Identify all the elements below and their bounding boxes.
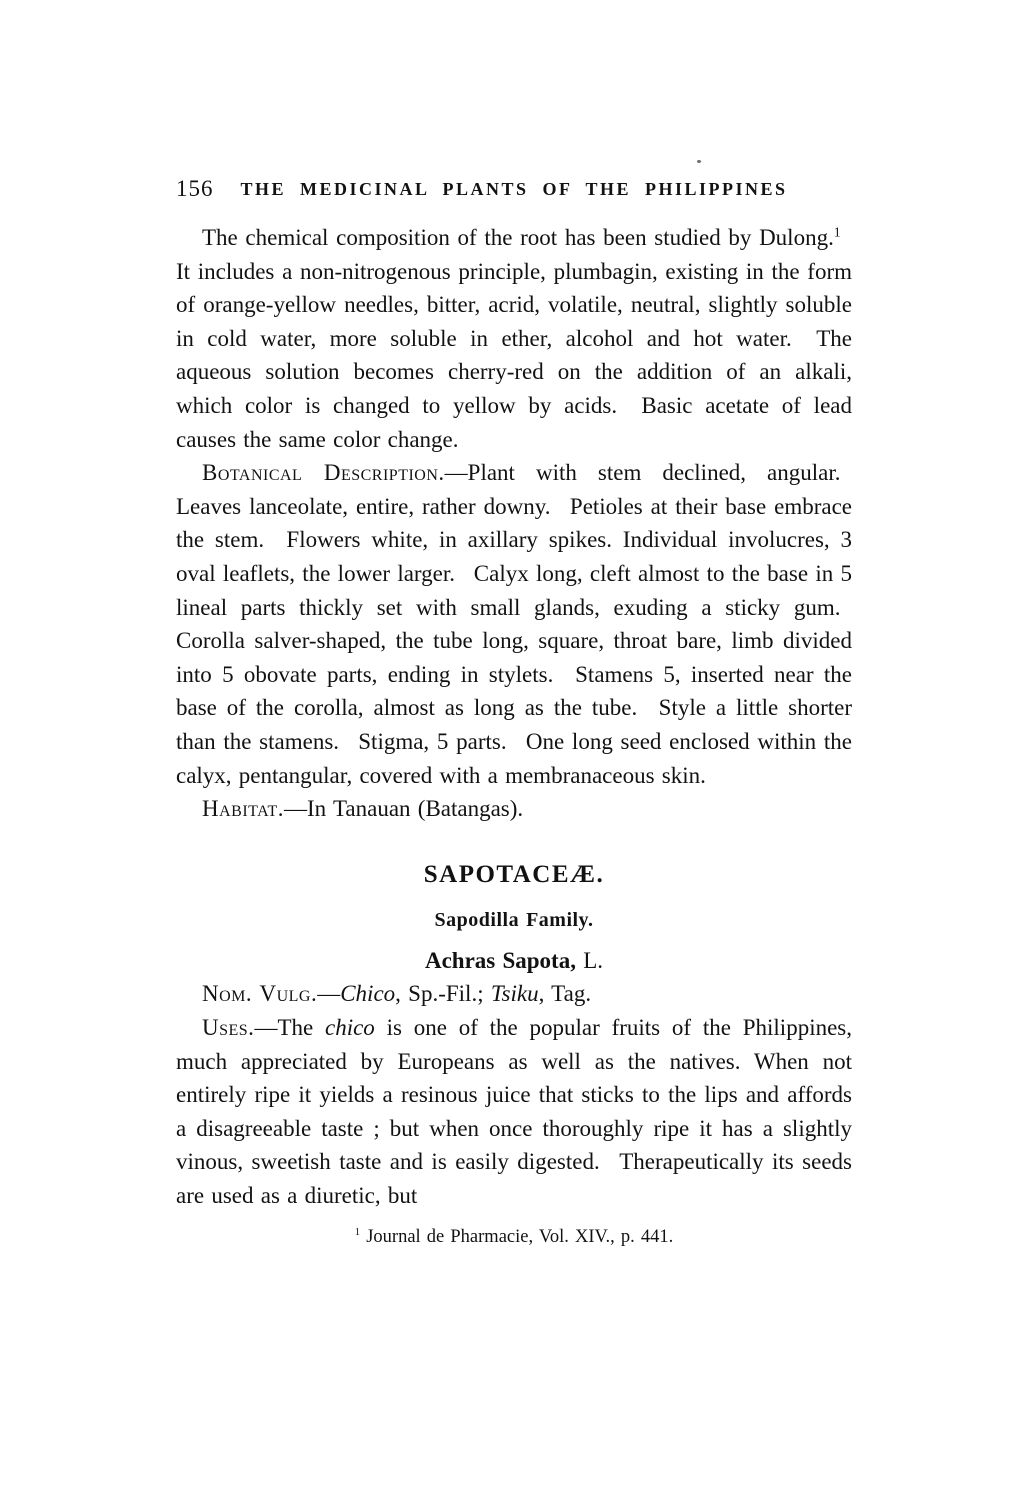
- paragraph-uses: [176, 1011, 852, 1213]
- text-run: Chico: [340, 981, 396, 1007]
- text-run: 1: [354, 1225, 361, 1238]
- paragraph-nom-vulg: [176, 977, 852, 1011]
- text-run: —: [317, 981, 341, 1007]
- species-heading: [176, 944, 852, 978]
- text-run: , Tag.: [538, 981, 592, 1007]
- footnote-journal-reference: [176, 1225, 852, 1249]
- page-content: [176, 221, 852, 1249]
- text-run: Botanical Description.: [202, 460, 445, 486]
- text-run: —In Tanauan (Batangas).: [283, 796, 524, 822]
- text-run: L.: [575, 947, 604, 973]
- text-run: Sapodilla Family.: [434, 909, 594, 932]
- text-run: Tsiku: [490, 981, 539, 1007]
- text-run: , Sp.-Fil.;: [395, 981, 491, 1007]
- running-title: THE MEDICINAL PLANTS OF THE PHILIPPINES: [240, 179, 788, 199]
- text-run: Uses.: [202, 1015, 255, 1041]
- text-run: Habitat.: [202, 796, 284, 822]
- paragraph-botanical-description: [176, 456, 852, 792]
- paragraph-habitat: [176, 792, 852, 826]
- scan-artifact-dot: [697, 160, 701, 163]
- paragraph-chemical-composition: [176, 221, 852, 456]
- text-run: is one of the popular fruits of the Philippines, much appreciated by Europeans as well as the natives. When not entirely ripe it yields a resinous juice that sticks to the lips and affords a disagreeable taste ; but when once thoroughly ripe it has a slightly vinous, sweetish taste and is easily digested. Therapeutically its seeds are used as a diuretic, but: [176, 1015, 852, 1209]
- text-run: —The: [254, 1015, 325, 1041]
- page-number: 156: [176, 176, 214, 201]
- text-run: chico: [324, 1015, 375, 1041]
- text-run: Achras Sapota,: [424, 947, 576, 973]
- family-common-name: [176, 904, 852, 938]
- text-run: The chemical composition of the root has been studied by Dulong.: [202, 225, 834, 250]
- text-run: It includes a non-nitrogenous principle, plumbagin, existing in the form of orange-yellow needles, bitter, acrid, volatile, neutral, slightly soluble in cold water, more soluble in ether, alcohol and hot water. The aqueous solution becomes cherry-red on the addition of an alkali, which color is changed to yellow by acids. Basic acetate of lead causes the same color change.: [176, 225, 852, 452]
- section-heading-sapotaceae: [176, 858, 852, 892]
- text-run: 1: [833, 224, 841, 240]
- text-run: SAPOTACEÆ.: [423, 860, 605, 888]
- text-run: —Plant with stem declined, angular. Leaves lanceolate, entire, rather downy. Petioles at their base embrace the stem. Flowers white, in axillary spikes. Individual involucres, 3 oval leaflets, the lower larger. Calyx long, cleft almost to the base in 5 lineal parts thickly set with small glands, exuding a sticky gum. Corolla salver-shaped, the tube long, square, throat bare, limb divided into 5 obovate parts, ending in stylets. Stamens 5, inserted near the base of the corolla, almost as long as the tube. Style a little shorter than the stamens. Stigma, 5 parts. One long seed enclosed within the calyx, pentangular, covered with a membranaceous skin.: [176, 460, 852, 788]
- page-header: [176, 176, 852, 204]
- text-run: Nom. Vulg.: [202, 981, 318, 1007]
- text-run: Journal de Pharmacie, Vol. XIV., p. 441.: [360, 1226, 674, 1247]
